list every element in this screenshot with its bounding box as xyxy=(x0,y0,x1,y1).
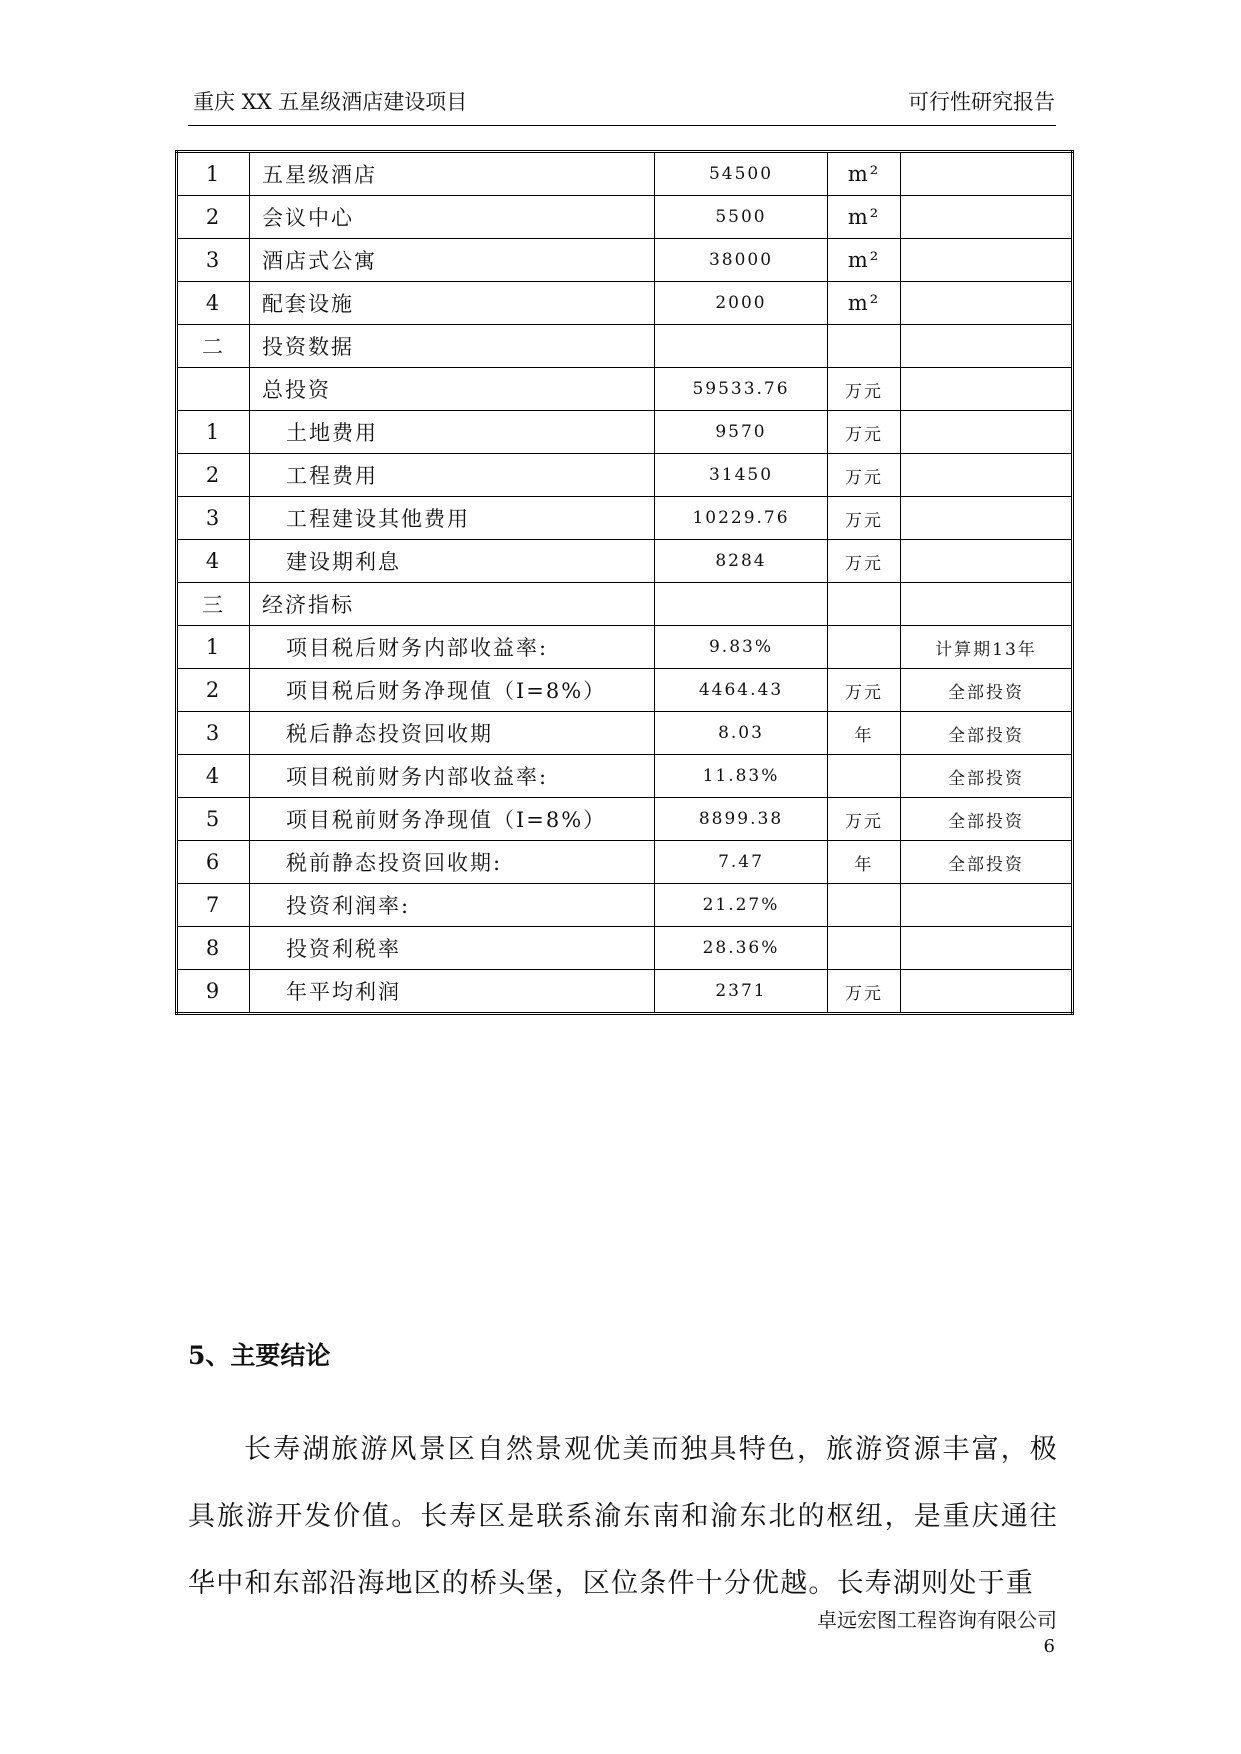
row-note-cell xyxy=(901,411,1073,454)
row-unit-cell: 年 xyxy=(828,841,901,884)
row-number-cell: 4 xyxy=(177,282,250,325)
header-divider xyxy=(188,125,1056,126)
row-unit-cell: 年 xyxy=(828,712,901,755)
row-item-cell: 项目税后财务净现值（I=8%） xyxy=(250,669,655,712)
row-note-cell: 全部投资 xyxy=(901,841,1073,884)
row-value-cell: 11.83% xyxy=(655,755,828,798)
row-unit-cell: 万元 xyxy=(828,798,901,841)
table-row xyxy=(177,196,1073,239)
row-note-cell xyxy=(901,497,1073,540)
row-unit-cell xyxy=(828,325,901,368)
row-note-cell xyxy=(901,239,1073,282)
row-value-cell: 2000 xyxy=(655,282,828,325)
row-note-cell: 全部投资 xyxy=(901,798,1073,841)
row-note-cell: 全部投资 xyxy=(901,755,1073,798)
table-row xyxy=(177,626,1073,669)
row-note-cell: 全部投资 xyxy=(901,712,1073,755)
row-item-cell: 税后静态投资回收期 xyxy=(250,712,655,755)
row-unit-cell: 万元 xyxy=(828,454,901,497)
row-unit-cell xyxy=(828,755,901,798)
data-table xyxy=(175,150,1074,1015)
row-note-cell xyxy=(901,196,1073,239)
row-note-cell xyxy=(901,368,1073,411)
row-number-cell: 7 xyxy=(177,884,250,927)
row-item-cell: 经济指标 xyxy=(250,583,655,626)
table-row xyxy=(177,152,1073,196)
row-item-cell: 酒店式公寓 xyxy=(250,239,655,282)
row-number-cell: 6 xyxy=(177,841,250,884)
table-row xyxy=(177,927,1073,970)
table-row xyxy=(177,497,1073,540)
row-number-cell: 5 xyxy=(177,798,250,841)
row-value-cell: 8899.38 xyxy=(655,798,828,841)
row-value-cell: 8.03 xyxy=(655,712,828,755)
table-row xyxy=(177,884,1073,927)
table-row xyxy=(177,755,1073,798)
row-number-cell: 三 xyxy=(177,583,250,626)
table-row xyxy=(177,583,1073,626)
row-note-cell xyxy=(901,540,1073,583)
row-unit-cell: 万元 xyxy=(828,669,901,712)
row-item-cell: 总投资 xyxy=(250,368,655,411)
table-row xyxy=(177,411,1073,454)
row-item-cell: 投资利润率: xyxy=(250,884,655,927)
row-value-cell: 31450 xyxy=(655,454,828,497)
row-item-cell: 会议中心 xyxy=(250,196,655,239)
table-row xyxy=(177,239,1073,282)
row-number-cell: 2 xyxy=(177,454,250,497)
table-row xyxy=(177,325,1073,368)
row-item-cell: 工程费用 xyxy=(250,454,655,497)
row-unit-cell: m² xyxy=(828,196,901,239)
table-row xyxy=(177,669,1073,712)
row-item-cell: 工程建设其他费用 xyxy=(250,497,655,540)
row-number-cell xyxy=(177,368,250,411)
header-report-type: 可行性研究报告 xyxy=(908,90,1055,114)
row-value-cell: 21.27% xyxy=(655,884,828,927)
row-number-cell: 4 xyxy=(177,755,250,798)
row-unit-cell xyxy=(828,884,901,927)
row-number-cell: 3 xyxy=(177,497,250,540)
row-note-cell xyxy=(901,970,1073,1014)
row-number-cell: 2 xyxy=(177,669,250,712)
table-row xyxy=(177,282,1073,325)
table-row xyxy=(177,970,1073,1014)
row-note-cell: 全部投资 xyxy=(901,669,1073,712)
row-note-cell xyxy=(901,927,1073,970)
table-row xyxy=(177,841,1073,884)
header-project-title: 重庆 XX 五星级酒店建设项目 xyxy=(193,90,468,114)
row-note-cell: 计算期13年 xyxy=(901,626,1073,669)
row-unit-cell: 万元 xyxy=(828,411,901,454)
page-header xyxy=(193,86,1055,122)
row-value-cell xyxy=(655,325,828,368)
row-value-cell: 8284 xyxy=(655,540,828,583)
row-value-cell: 2371 xyxy=(655,970,828,1014)
body-paragraph: 长寿湖旅游风景区自然景观优美而独具特色，旅游资源丰富，极具旅游开发价值。长寿区是联系渝东南和渝东北的枢纽，是重庆通往华中和东部沿海地区的桥头堡，区位条件十分优越。长寿湖则处于重 xyxy=(188,1434,1058,1599)
row-item-cell: 投资数据 xyxy=(250,325,655,368)
table-row xyxy=(177,454,1073,497)
footer-company: 卓远宏图工程咨询有限公司 xyxy=(817,1608,1057,1632)
row-item-cell: 项目税后财务内部收益率: xyxy=(250,626,655,669)
row-number-cell: 3 xyxy=(177,712,250,755)
row-item-cell: 项目税前财务净现值（I=8%） xyxy=(250,798,655,841)
row-unit-cell xyxy=(828,927,901,970)
row-number-cell: 8 xyxy=(177,927,250,970)
row-unit-cell: m² xyxy=(828,152,901,196)
row-value-cell: 7.47 xyxy=(655,841,828,884)
row-unit-cell: 万元 xyxy=(828,970,901,1014)
row-unit-cell xyxy=(828,626,901,669)
row-note-cell xyxy=(901,325,1073,368)
row-value-cell: 54500 xyxy=(655,152,828,196)
row-number-cell: 9 xyxy=(177,970,250,1014)
table-row xyxy=(177,540,1073,583)
row-note-cell xyxy=(901,884,1073,927)
row-item-cell: 五星级酒店 xyxy=(250,152,655,196)
row-number-cell: 1 xyxy=(177,152,250,196)
row-unit-cell: m² xyxy=(828,282,901,325)
row-note-cell xyxy=(901,583,1073,626)
row-number-cell: 4 xyxy=(177,540,250,583)
row-item-cell: 税前静态投资回收期: xyxy=(250,841,655,884)
row-note-cell xyxy=(901,282,1073,325)
row-unit-cell xyxy=(828,583,901,626)
row-unit-cell: m² xyxy=(828,239,901,282)
row-item-cell: 年平均利润 xyxy=(250,970,655,1014)
row-item-cell: 配套设施 xyxy=(250,282,655,325)
row-number-cell: 二 xyxy=(177,325,250,368)
row-value-cell xyxy=(655,583,828,626)
row-unit-cell: 万元 xyxy=(828,497,901,540)
row-value-cell: 59533.76 xyxy=(655,368,828,411)
row-value-cell: 4464.43 xyxy=(655,669,828,712)
row-value-cell: 38000 xyxy=(655,239,828,282)
row-unit-cell: 万元 xyxy=(828,368,901,411)
row-item-cell: 投资利税率 xyxy=(250,927,655,970)
row-item-cell: 土地费用 xyxy=(250,411,655,454)
table-body xyxy=(177,152,1073,1014)
table-row xyxy=(177,712,1073,755)
row-value-cell: 5500 xyxy=(655,196,828,239)
row-number-cell: 1 xyxy=(177,626,250,669)
row-value-cell: 28.36% xyxy=(655,927,828,970)
table-row xyxy=(177,368,1073,411)
data-table-wrapper xyxy=(175,150,1071,1015)
row-number-cell: 3 xyxy=(177,239,250,282)
table-row xyxy=(177,798,1073,841)
row-unit-cell: 万元 xyxy=(828,540,901,583)
row-value-cell: 9.83% xyxy=(655,626,828,669)
row-number-cell: 1 xyxy=(177,411,250,454)
page-number: 6 xyxy=(1043,1636,1055,1657)
row-value-cell: 10229.76 xyxy=(655,497,828,540)
row-value-cell: 9570 xyxy=(655,411,828,454)
section-title: 5、主要结论 xyxy=(188,1341,331,1370)
row-item-cell: 建设期利息 xyxy=(250,540,655,583)
row-number-cell: 2 xyxy=(177,196,250,239)
row-note-cell xyxy=(901,152,1073,196)
row-note-cell xyxy=(901,454,1073,497)
row-item-cell: 项目税前财务内部收益率: xyxy=(250,755,655,798)
